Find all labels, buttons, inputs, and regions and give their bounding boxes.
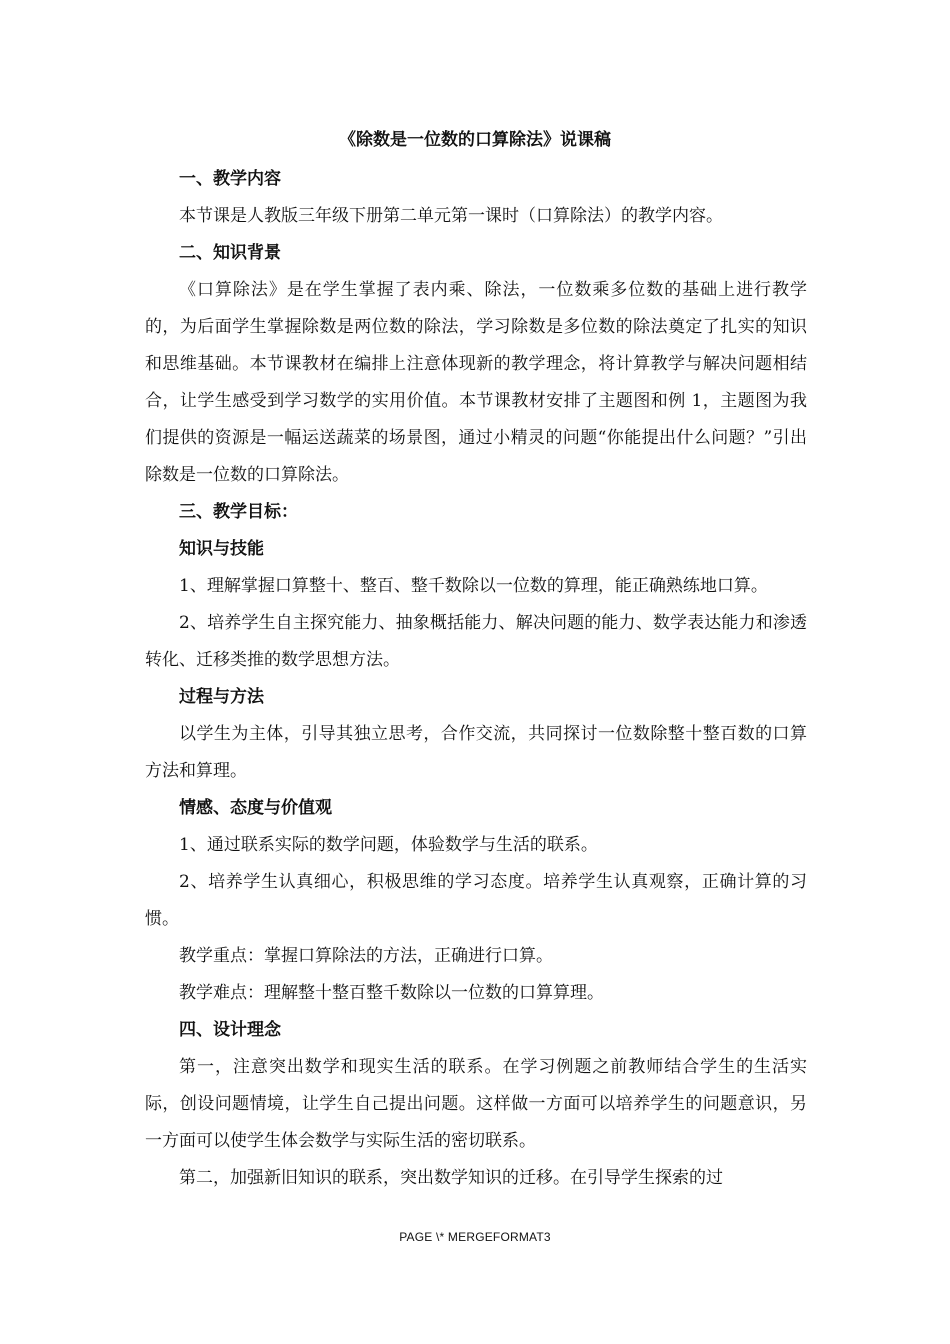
section-heading-teaching-goals: 三、教学目标： <box>179 502 298 522</box>
subheading-process-methods: 过程与方法 <box>179 687 264 707</box>
paragraph: 1、理解掌握口算整十、整百、整千数除以一位数的算理，能正确熟练地口算。 <box>179 576 768 596</box>
teaching-key-point: 教学重点：掌握口算除法的方法，正确进行口算。 <box>179 946 553 966</box>
paragraph: 第一，注意突出数学和现实生活的联系。在学习例题之前教师结合学生的生活实际，创设问题情境，让学生自己提出问题。这样做一方面可以培养学生的问题意识，另一方面可以使学生体会数学与实际生活的密切联系。 <box>145 1057 807 1151</box>
section-heading-knowledge-background: 二、知识背景 <box>179 243 281 263</box>
subheading-emotion-values: 情感、态度与价值观 <box>179 798 332 818</box>
paragraph: 以学生为主体，引导其独立思考，合作交流，共同探讨一位数除整十整百数的口算方法和算理。 <box>145 724 807 781</box>
paragraph: 第二，加强新旧知识的联系，突出数学知识的迁移。在引导学生探索的过 <box>179 1168 723 1188</box>
section-heading-design-concept: 四、设计理念 <box>179 1020 281 1040</box>
document-body <box>145 161 807 1197</box>
paragraph: 2、培养学生认真细心，积极思维的学习态度。培养学生认真观察，正确计算的习惯。 <box>145 872 807 929</box>
subheading-knowledge-skills: 知识与技能 <box>179 539 264 559</box>
paragraph: 1、通过联系实际的数学问题，体验数学与生活的联系。 <box>179 835 598 855</box>
paragraph: 《口算除法》是在学生掌握了表内乘、除法，一位数乘多位数的基础上进行教学的，为后面学生掌握除数是两位数的除法，学习除数是多位数的除法奠定了扎实的知识和思维基础。本节课教材在编排上注意体现新的教学理念，将计算教学与解决问题相结合，让学生感受到学习数学的实用价值。本节课教材安排了主题图和例 1，主题图为我们提供的资源是一幅运送蔬菜的场景图，通过小精灵的问题“你能提出什么问题？”引出除数是一位数的口算除法。 <box>145 280 807 485</box>
paragraph: 本节课是人教版三年级下册第二单元第一课时（口算除法）的教学内容。 <box>179 206 723 226</box>
page-footer: PAGE \* MERGEFORMAT3 <box>399 1230 551 1244</box>
teaching-difficulty: 教学难点：理解整十整百整千数除以一位数的口算算理。 <box>179 983 604 1003</box>
document-title: 《除数是一位数的口算除法》说课稿 <box>339 130 611 150</box>
section-heading-teaching-content: 一、教学内容 <box>179 169 281 189</box>
paragraph: 2、培养学生自主探究能力、抽象概括能力、解决问题的能力、数学表达能力和渗透转化、迁移类推的数学思想方法。 <box>145 613 807 670</box>
